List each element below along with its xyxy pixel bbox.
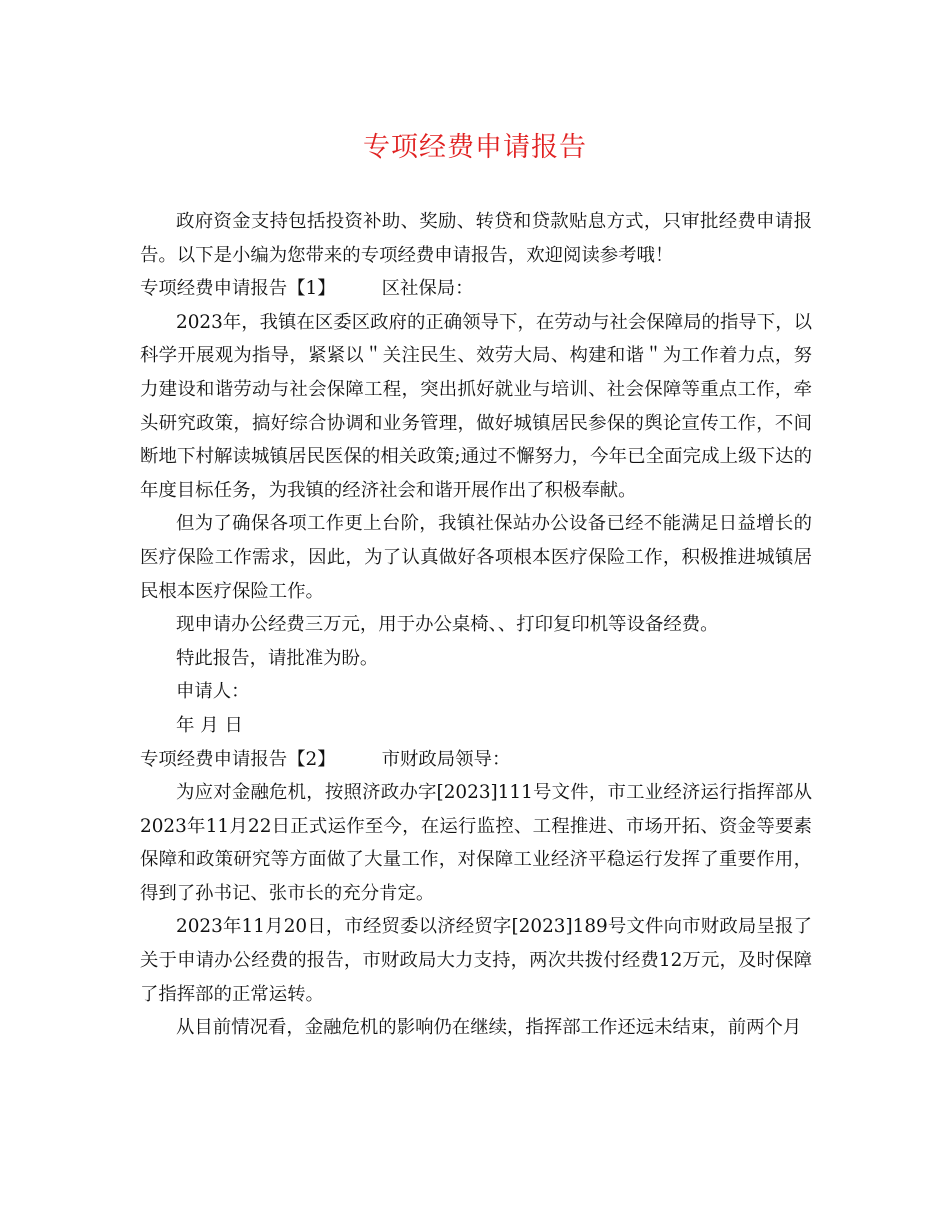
report-1-date: 年 月 日 [176, 714, 243, 736]
report-1-paragraph: 2023年，我镇在区委区政府的正确领导下，在劳动与社会保障局的指导下，以科学开展观为指导，紧紧以＂关注民生、效劳大局、构建和谐＂为工作着力点，努力建设和谐劳动与社会保障工程，突出抓好就业与培训、社会保障等重点工作，牵头研究政策，搞好综合协调和业务管理，做好城镇居民参保的舆论宣传工作，不间断地下村解读城镇居民医保的相关政策;通过不懈努力，今年已全面完成上级下达的年度目标任务，为我镇的经济社会和谐开展作出了积极奉献。 [140, 311, 812, 501]
report-1-paragraph: 但为了确保各项工作更上台阶，我镇社保站办公设备已经不能满足日益增长的医疗保险工作需求，因此，为了认真做好各项根本医疗保险工作，积极推进城镇居民根本医疗保险工作。 [140, 513, 812, 602]
document-body [140, 205, 812, 1045]
report-1-closing: 特此报告，请批准为盼。 [176, 647, 379, 669]
report-1-paragraph: 现申请办公经费三万元，用于办公桌椅、、打印复印机等设备经费。 [176, 614, 719, 636]
report-2-heading-line [140, 743, 812, 777]
report-2-heading: 专项经费申请报告【2】 [140, 748, 336, 770]
report-1-heading-line [140, 272, 812, 306]
document-title: 专项经费申请报告 [363, 132, 587, 163]
report-2-paragraph: 为应对金融危机，按照济政办字[2023]111号文件，市工业经济运行指挥部从2023年11月22日正式运作至今，在运行监控、工程推进、市场开拓、资金等要素保障和政策研究等方面做了大量工作，对保障工业经济平稳运行发挥了重要作用，得到了孙书记、张市长的充分肯定。 [140, 782, 812, 904]
intro-paragraph: 政府资金支持包括投资补助、奖励、转贷和贷款贴息方式，只审批经费申请报告。以下是小编为您带来的专项经费申请报告，欢迎阅读参考哦！ [140, 211, 812, 266]
report-2-paragraph: 2023年11月20日，市经贸委以济经贸字[2023]189号文件向市财政局呈报了关于申请办公经费的报告，市财政局大力支持，两次共拨付经费12万元，及时保障了指挥部的正常运转。 [140, 916, 812, 1005]
report-2-paragraph: 从目前情况看，金融危机的影响仍在继续，指挥部工作还远未结束，前两个月 [176, 1017, 802, 1039]
report-2-recipient: 市财政局领导： [381, 748, 511, 770]
report-1-recipient: 区社保局： [381, 278, 474, 300]
report-1-applicant: 申请人： [176, 681, 250, 703]
report-1-heading: 专项经费申请报告【1】 [140, 278, 336, 300]
